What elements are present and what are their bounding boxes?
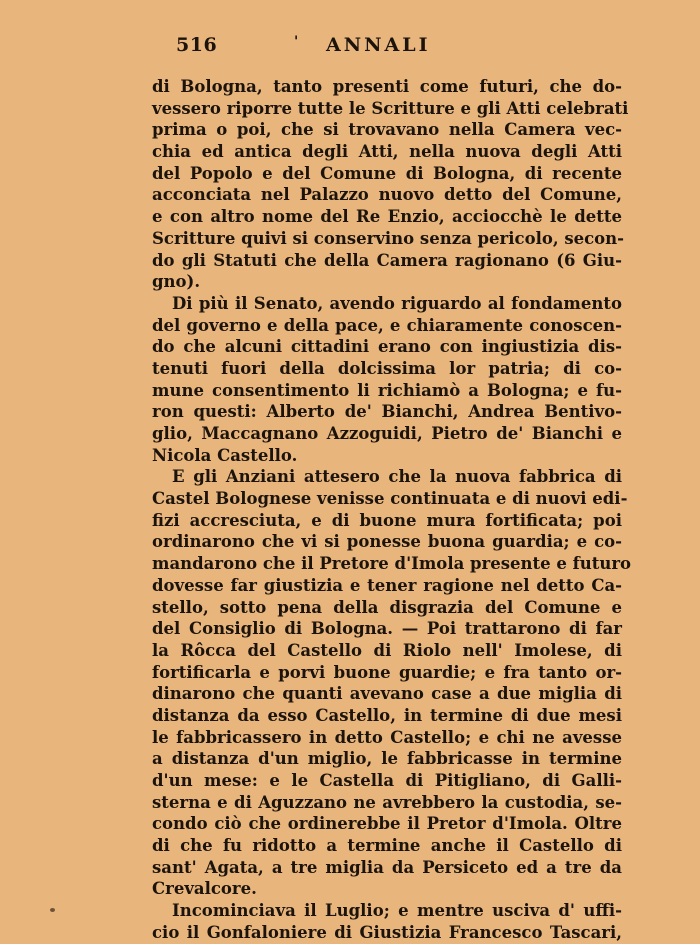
text-line: mune consentimento li richiamò a Bologna; e fu- <box>152 380 622 400</box>
text-line: a distanza d'un miglio, le fabbricasse in termine <box>152 749 622 769</box>
text-line: dovesse far giustizia e tener ragione nel detto Ca- <box>152 575 622 595</box>
text-line: fortificarla e porvi buone guardie; e fra tanto or- <box>152 662 622 682</box>
text-line: sant' Agata, a tre miglia da Persiceto ed a tre da <box>152 857 622 877</box>
text-line: cio il Gonfaloniere di Giustizia Francesco Tascari, <box>152 922 622 942</box>
text-line: d'un mese: e le Castella di Pitigliano, di Galli- <box>152 771 622 790</box>
text-line: del Consiglio di Bologna. — Poi trattarono di far <box>152 619 622 639</box>
text-line: dinarono che quanti avevano case a due miglia di <box>152 684 622 704</box>
text-line: di che fu ridotto a termine anche il Castello di <box>152 836 622 856</box>
text-line: Crevalcore. <box>152 879 257 899</box>
text-line: del Popolo e del Comune di Bologna, di recente <box>152 163 622 183</box>
text-line: sterna e di Aguzzano ne avrebbero la custodia, se- <box>152 792 622 812</box>
running-title: ANNALI <box>326 34 431 56</box>
page-header <box>176 34 476 60</box>
text-line: do che alcuni cittadini erano con ingiustizia dis- <box>152 337 622 357</box>
body-text <box>152 76 632 944</box>
page-number: 516 <box>176 34 218 56</box>
text-line: Nicola Castello. <box>152 445 298 465</box>
text-line: gno). <box>152 272 201 292</box>
text-line: glio, Maccagnano Azzoguidi, Pietro de' Bianchi e <box>152 424 622 443</box>
text-line: mandarono che il Pretore d'Imola presente e futuro <box>152 554 632 574</box>
text-line: Di più il Senato, avendo riguardo al fondamento <box>172 293 622 313</box>
ink-speck <box>50 908 55 912</box>
text-line: vessero riporre tutte le Scritture e gli Atti celebrati <box>152 98 629 118</box>
text-line: di Bologna, tanto presenti come futuri, che do- <box>152 77 622 96</box>
text-line: Castel Bolognese venisse continuata e di nuovi edi- <box>152 489 628 509</box>
text-line: del governo e della pace, e chiaramente conoscen- <box>152 315 622 335</box>
text-line: le fabbricassero in detto Castello; e chi ne avesse <box>152 727 622 747</box>
text-line: ordinarono che vi si ponesse buona guardia; e co- <box>152 532 622 552</box>
text-line: distanza da esso Castello, in termine di due mesi <box>152 705 622 725</box>
text-line: tenuti fuori della dolcissima lor patria; di co- <box>152 358 622 378</box>
text-line: E gli Anziani attesero che la nuova fabbrica di <box>172 467 622 487</box>
text-line: la Rôcca del Castello di Riolo nell' Imolese, di <box>152 640 622 660</box>
text-line: stello, sotto pena della disgrazia del Comune e <box>152 597 622 617</box>
text-line: prima o poi, che si trovavano nella Camera vec- <box>152 120 622 140</box>
text-line: e con altro nome del Re Enzio, acciocchè le dette <box>152 207 622 227</box>
text-line: ron questi: Alberto de' Bianchi, Andrea Bentivo- <box>152 402 622 422</box>
text-line: Incominciava il Luglio; e mentre usciva d' uffi- <box>172 901 622 921</box>
text-line: acconciata nel Palazzo nuovo detto del Comune, <box>152 185 622 205</box>
text-line: fizi accresciuta, e di buone mura fortificata; poi <box>152 510 622 530</box>
text-line: condo ciò che ordinerebbe il Pretor d'Imola. Oltre <box>152 814 622 834</box>
header-mark: ' <box>294 34 299 50</box>
text-line: Scritture quivi si conservino senza pericolo, secon- <box>152 228 625 248</box>
text-line: chia ed antica degli Atti, nella nuova degli Atti <box>152 142 622 162</box>
text-line: do gli Statuti che della Camera ragionano (6 Giu- <box>152 250 622 270</box>
